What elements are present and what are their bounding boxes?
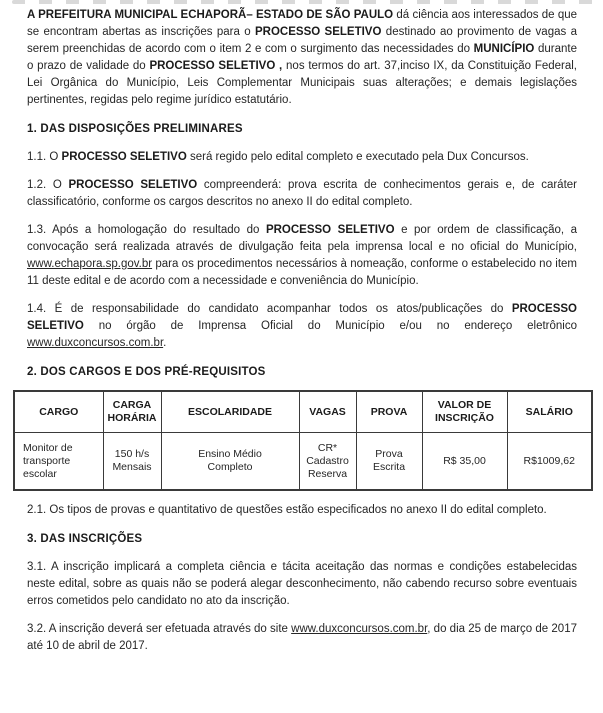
col-header-vagas: VAGAS: [299, 391, 356, 433]
clause-3-1: [27, 559, 577, 610]
url-text: www.duxconcursos.com.br: [27, 337, 164, 349]
cell-prova: Prova Escrita: [356, 433, 422, 491]
bold-text: PROCESSO SELETIVO ,: [149, 60, 283, 72]
text-segment: compreenderá: prova escrita de conhecimentos gerais e, de caráter classificatório, conforme os cargos descritos no anexo II do edital completo.: [27, 179, 577, 208]
intro-paragraph: [27, 7, 577, 109]
clause-1-1: [27, 149, 577, 166]
bold-text: PROCESSO SELETIVO: [27, 303, 577, 332]
scan-artifact: [12, 0, 597, 4]
cargos-table: [13, 390, 593, 491]
text-segment: durante o prazo de validade do: [27, 43, 577, 72]
clause-1-2: [27, 177, 577, 211]
col-header-valor-inscricao: VALOR DE INSCRIÇÃO: [422, 391, 507, 433]
bold-text: A PREFEITURA MUNICIPAL ECHAPORÃ– ESTADO DE SÃO PAULO: [27, 9, 394, 21]
section-2-title: 2. DOS CARGOS E DOS PRÉ-REQUISITOS: [27, 366, 266, 378]
text-segment: 1.2. O: [27, 179, 69, 191]
text-segment: 1.4. É de responsabilidade do candidato acompanhar todos os atos/publicações do: [27, 303, 512, 315]
clause-1-3: [27, 222, 577, 290]
clause-2-1: [27, 502, 577, 519]
text-segment: nos termos do art. 37,inciso IX, da Constituição Federal, Lei Orgânica do Município, Leis Complementar Municipais suas alterações; e demais legislações pertinentes, regidas pelo regime jurídico estatutário.: [27, 60, 578, 106]
clause-1-4: [27, 301, 577, 352]
cell-valor-inscricao: R$ 35,00: [422, 433, 507, 491]
url-text: www.duxconcursos.com.br: [291, 623, 428, 635]
bold-text: PROCESSO SELETIVO: [68, 179, 198, 191]
cell-vagas: CR* Cadastro Reserva: [299, 433, 356, 491]
cell-carga-horaria: 150 h/s Mensais: [103, 433, 161, 491]
cell-escolaridade: Ensino Médio Completo: [161, 433, 299, 491]
text-segment: para os procedimentos necessários à nomeação, conforme o estabelecido no item 11 deste edital e de acordo com a necessidade e conveniência do Município.: [27, 258, 577, 287]
url-text: www.echapora.sp.gov.br: [27, 258, 153, 270]
text-segment: destinado ao provimento de vagas a serem preenchidas de acordo com o item 2 e com o surgimento das necessidades do: [27, 26, 578, 55]
text-segment: , do dia 25 de março de 2017 até 10 de abril de 2017.: [27, 623, 577, 652]
bold-text: PROCESSO SELETIVO: [265, 224, 395, 236]
text-segment: 3.1. A inscrição implicará a completa ciência e tácita aceitação das normas e condições estabelecidas neste edital, sobre as quais não se poderá alegar desconhecimento, não cabendo recurso sobre eventuais erros cometidos pelo candidato no ato da inscrição.: [27, 561, 577, 607]
clause-3-2: [27, 621, 577, 655]
section-3-title: 3. DAS INSCRIÇÕES: [27, 533, 143, 545]
text-segment: 3.2. A inscrição deverá ser efetuada através do site: [27, 623, 292, 635]
text-segment: e por ordem de classificação, a convocação será realizada através de divulgação feita pela imprensa local e no oficial do Município,: [27, 224, 578, 253]
bold-text: PROCESSO SELETIVO: [61, 151, 187, 163]
text-segment: 1.1. O: [27, 151, 62, 163]
text-segment: 1.3. Após a homologação do resultado do: [27, 224, 266, 236]
col-header-cargo: CARGO: [14, 391, 103, 433]
text-segment: 2.1. Os tipos de provas e quantitativo de questões estão especificados no anexo II do edital completo.: [27, 504, 547, 516]
cell-salario: R$1009,62: [507, 433, 592, 491]
table-row: [14, 433, 592, 491]
col-header-carga-horaria: CARGA HORÁRIA: [103, 391, 161, 433]
cell-cargo: Monitor de transporte escolar: [14, 433, 103, 491]
text-segment: .: [163, 337, 167, 349]
bold-text: PROCESSO SELETIVO: [255, 26, 382, 38]
table-header-row: [14, 391, 592, 433]
text-segment: dá ciência aos interessados de que se encontram abertas as inscrições para o: [27, 9, 578, 38]
section-1-title: 1. DAS DISPOSIÇÕES PRELIMINARES: [27, 123, 243, 135]
text-segment: será regido pelo edital completo e executado pela Dux Concursos.: [186, 151, 529, 163]
bold-text: MUNICÍPIO: [473, 43, 535, 55]
col-header-salario: SALÁRIO: [507, 391, 592, 433]
col-header-escolaridade: ESCOLARIDADE: [161, 391, 299, 433]
col-header-prova: PROVA: [356, 391, 422, 433]
text-segment: no órgão de Imprensa Oficial do Município e/ou no endereço eletrônico: [83, 320, 577, 332]
